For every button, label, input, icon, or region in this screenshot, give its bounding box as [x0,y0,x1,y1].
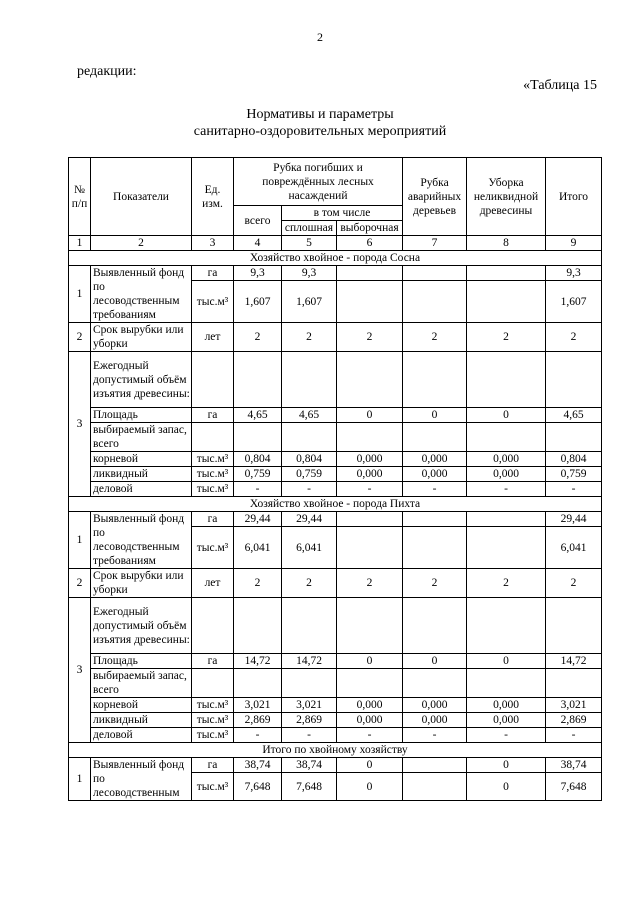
value-cell: - [337,728,403,743]
table-title [0,106,640,140]
header-felling-group: Рубка погибших и повреждённых лесных насаждений [234,158,403,206]
value-cell: 0,000 [337,698,403,713]
unit-cell: га [192,266,234,281]
fund-label: Выявленный фонд по лесоводственным требованиям [91,512,192,569]
unit-cell: тыс.м³ [192,698,234,713]
value-cell: 29,44 [234,512,282,527]
value-cell: 2 [234,569,282,598]
header-indicators: Показатели [91,158,192,236]
business-label: деловой [91,482,192,497]
col-number: 9 [546,236,602,251]
value-cell: 0 [337,654,403,669]
stock-label: выбираемый запас, всего [91,423,192,452]
value-cell: 0 [337,758,403,773]
value-cell: 38,74 [282,758,337,773]
header-total-sub: всего [234,206,282,236]
value-cell: 2,869 [282,713,337,728]
value-cell: 29,44 [546,512,602,527]
liquid-label: ликвидный [91,713,192,728]
header-num: № п/п [69,158,91,236]
unit-cell: га [192,758,234,773]
business-label: деловой [91,728,192,743]
value-cell: 2 [403,323,467,352]
table-row [69,728,602,743]
value-cell: - [337,482,403,497]
value-cell: 0 [403,408,467,423]
row-number: 1 [69,758,91,801]
header-emergency: Рубка аварийных деревьев [403,158,467,236]
value-cell: 9,3 [282,266,337,281]
value-cell: 38,74 [546,758,602,773]
value-cell: 0,000 [467,452,546,467]
value-cell: 0,759 [546,467,602,482]
value-cell: - [546,728,602,743]
value-cell: 14,72 [546,654,602,669]
col-number: 8 [467,236,546,251]
table-row [69,698,602,713]
value-cell: 2 [546,569,602,598]
term-label: Срок вырубки или уборки [91,323,192,352]
table-row [69,408,602,423]
value-cell [403,527,467,569]
unit-cell: лет [192,323,234,352]
header-cleanup: Уборка неликвидной древесины [467,158,546,236]
value-cell: 14,72 [234,654,282,669]
liquid-label: ликвидный [91,467,192,482]
value-cell: - [467,482,546,497]
value-cell: 38,74 [234,758,282,773]
value-cell: - [282,728,337,743]
value-cell: 0,000 [403,713,467,728]
table-row [69,569,602,598]
value-cell: 2 [467,569,546,598]
unit-cell: га [192,512,234,527]
value-cell: 7,648 [546,773,602,801]
value-cell: 2,869 [234,713,282,728]
value-cell: 0,000 [337,467,403,482]
value-cell [403,512,467,527]
value-cell: 9,3 [234,266,282,281]
value-cell [467,266,546,281]
row-number: 2 [69,323,91,352]
annual-label: Ежегодный допустимый объём изъятия древесины: [91,352,192,408]
value-cell: 6,041 [546,527,602,569]
col-number: 5 [282,236,337,251]
value-cell: 2 [546,323,602,352]
table-row [69,654,602,669]
value-cell: 0,759 [234,467,282,482]
row-number: 3 [69,598,91,743]
table-row [69,323,602,352]
value-cell: 4,65 [234,408,282,423]
unit-cell: тыс.м³ [192,452,234,467]
value-cell: 2 [403,569,467,598]
table-row [69,352,602,408]
unit-cell: тыс.м³ [192,773,234,801]
value-cell: 0,759 [282,467,337,482]
root-label: корневой [91,698,192,713]
col-number: 4 [234,236,282,251]
value-cell: 3,021 [282,698,337,713]
value-cell: 0,000 [467,713,546,728]
value-cell: 0 [337,773,403,801]
value-cell: 0 [467,773,546,801]
header-clear: сплошная [282,221,337,236]
row-number: 2 [69,569,91,598]
value-cell: 6,041 [282,527,337,569]
fund-label: Выявленный фонд по лесоводственным [91,758,192,801]
table-reference: «Таблица 15 [523,78,597,93]
value-cell: 0 [337,408,403,423]
value-cell [467,527,546,569]
table-row [69,713,602,728]
fund-label: Выявленный фонд по лесоводственным требованиям [91,266,192,323]
table-title-line-2: санитарно-оздоровительных мероприятий [193,124,447,139]
value-cell [337,512,403,527]
value-cell: 0 [467,408,546,423]
value-cell: - [403,728,467,743]
term-label: Срок вырубки или уборки [91,569,192,598]
unit-cell: тыс.м³ [192,527,234,569]
section-title-pine: Хозяйство хвойное - порода Сосна [69,251,602,266]
value-cell [403,758,467,773]
norms-table [68,157,602,801]
value-cell: 9,3 [546,266,602,281]
value-cell [467,512,546,527]
unit-cell: тыс.м³ [192,728,234,743]
col-number: 7 [403,236,467,251]
table-row [69,482,602,497]
col-number: 1 [69,236,91,251]
value-cell [403,281,467,323]
value-cell: 7,648 [234,773,282,801]
col-number: 6 [337,236,403,251]
unit-cell: га [192,408,234,423]
value-cell: 2 [282,569,337,598]
value-cell: 29,44 [282,512,337,527]
table-row [69,423,602,452]
value-cell: 0,804 [546,452,602,467]
table-row [69,266,602,281]
unit-cell: тыс.м³ [192,281,234,323]
root-label: корневой [91,452,192,467]
stock-label: выбираемый запас, всего [91,669,192,698]
value-cell: 0,000 [403,698,467,713]
value-cell: - [403,482,467,497]
value-cell: 1,607 [234,281,282,323]
value-cell: 0,000 [403,467,467,482]
unit-cell: га [192,654,234,669]
value-cell: - [234,482,282,497]
intro-text: редакции: [77,64,137,79]
value-cell [403,266,467,281]
value-cell [337,266,403,281]
value-cell: - [467,728,546,743]
value-cell: 2 [282,323,337,352]
header-including: в том числе [282,206,403,221]
row-number: 1 [69,266,91,323]
unit-cell: тыс.м³ [192,467,234,482]
table-row [69,669,602,698]
unit-cell: лет [192,569,234,598]
value-cell: 1,607 [546,281,602,323]
value-cell: 1,607 [282,281,337,323]
value-cell: 2 [337,323,403,352]
value-cell: 0 [467,758,546,773]
area-label: Площадь [91,408,192,423]
value-cell: 3,021 [546,698,602,713]
page-number: 2 [317,30,323,44]
annual-label: Ежегодный допустимый объём изъятия древесины: [91,598,192,654]
value-cell: - [282,482,337,497]
table-row [69,758,602,773]
value-cell: 0,000 [467,698,546,713]
value-cell: 0,804 [282,452,337,467]
value-cell: - [546,482,602,497]
section-title-total: Итого по хвойному хозяйству [69,743,602,758]
value-cell: 0,804 [234,452,282,467]
value-cell: 0,000 [337,713,403,728]
col-number: 3 [192,236,234,251]
value-cell: 3,021 [234,698,282,713]
value-cell: 7,648 [282,773,337,801]
column-numbers-row [69,236,602,251]
table-row [69,467,602,482]
value-cell: 2 [467,323,546,352]
table-title-line-1: Нормативы и параметры [246,107,394,122]
table-row [69,598,602,654]
value-cell: - [234,728,282,743]
section-title-fir: Хозяйство хвойное - порода Пихта [69,497,602,512]
value-cell: 0 [403,654,467,669]
unit-cell: тыс.м³ [192,482,234,497]
header-unit: Ед. изм. [192,158,234,236]
value-cell: 4,65 [546,408,602,423]
row-number: 1 [69,512,91,569]
value-cell: 0,000 [337,452,403,467]
table-row [69,452,602,467]
value-cell [403,773,467,801]
value-cell: 2,869 [546,713,602,728]
value-cell: 0,000 [467,467,546,482]
value-cell: 0 [467,654,546,669]
value-cell: 2 [337,569,403,598]
table-row [69,512,602,527]
value-cell: 0,000 [403,452,467,467]
unit-cell: тыс.м³ [192,713,234,728]
value-cell [337,281,403,323]
col-number: 2 [91,236,192,251]
area-label: Площадь [91,654,192,669]
value-cell [337,527,403,569]
value-cell [467,281,546,323]
value-cell: 2 [234,323,282,352]
value-cell: 14,72 [282,654,337,669]
value-cell: 6,041 [234,527,282,569]
header-selective: выборочная [337,221,403,236]
row-number: 3 [69,352,91,497]
header-itogo: Итого [546,158,602,236]
value-cell: 4,65 [282,408,337,423]
